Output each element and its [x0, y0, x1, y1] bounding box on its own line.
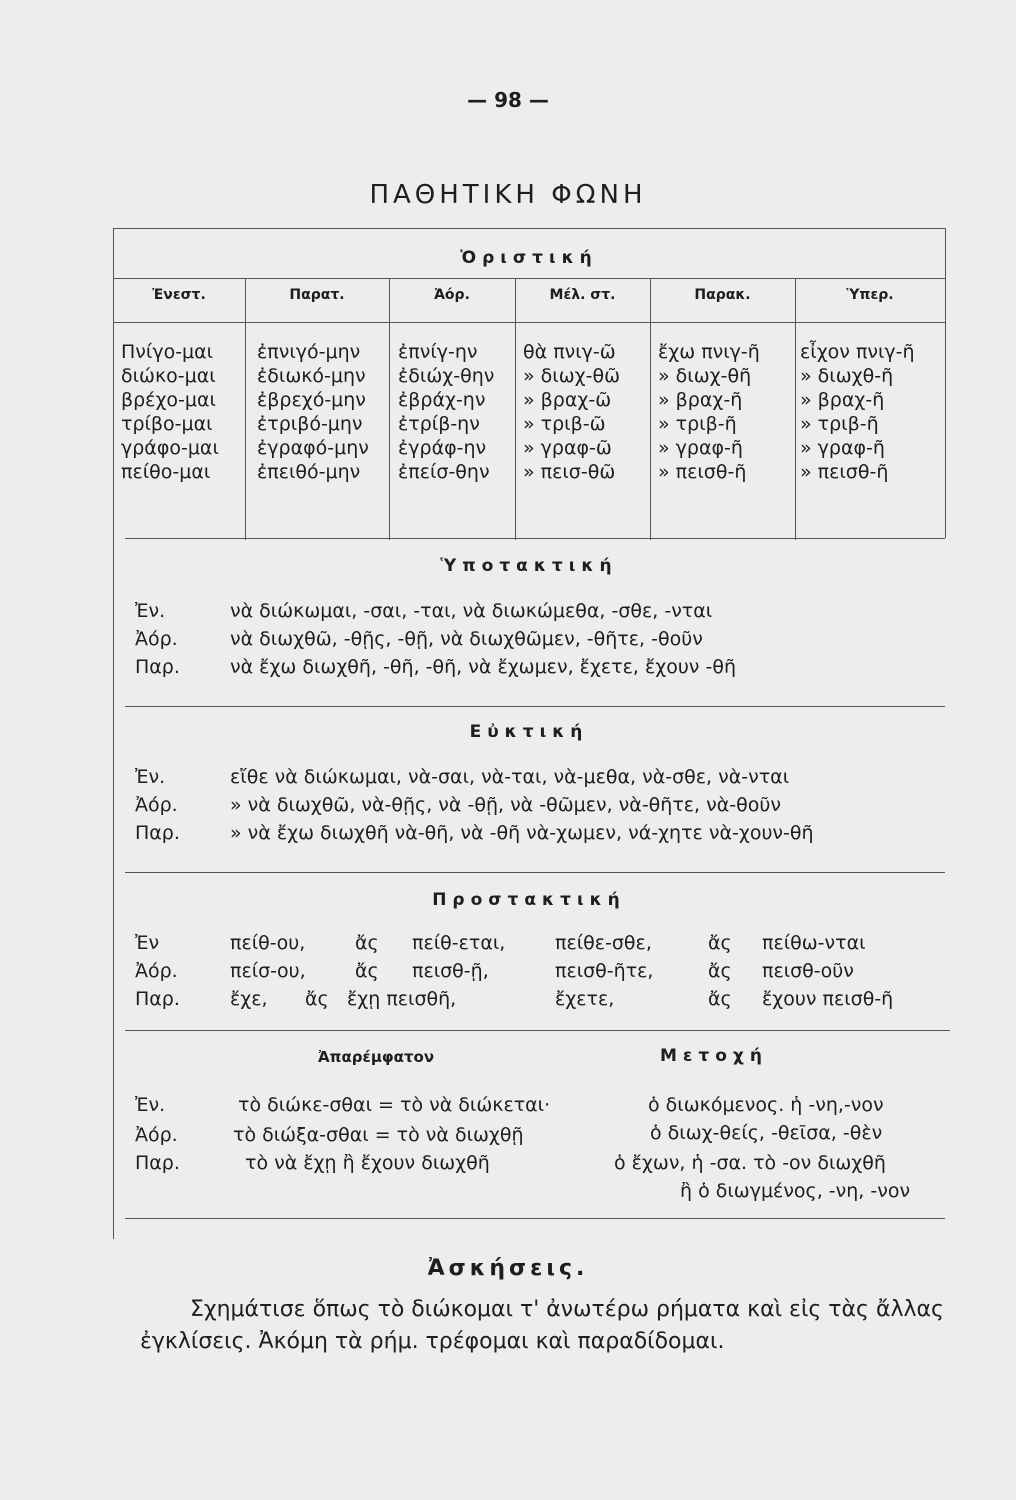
table-cell: » βραχ-ῆ	[658, 389, 743, 411]
aparemfato-label: Ἐν.	[135, 1094, 166, 1116]
table-frame-right	[945, 228, 946, 538]
divider	[125, 1030, 950, 1031]
row-text: εἴθε νὰ διώκωμαι, νὰ-σαι, νὰ-ται, νὰ-μεθα, νὰ-σθε, νὰ-νται	[230, 766, 790, 788]
aparemfato-label: Ἀόρ.	[135, 1124, 178, 1146]
cell: πεισθ-οῦν	[762, 960, 854, 982]
exercises-title: Ἀσκήσεις.	[427, 1256, 589, 1281]
row-label: Ἀόρ.	[135, 628, 178, 650]
row-label: Παρ.	[135, 822, 180, 844]
header-parak: Παρακ.	[694, 287, 751, 303]
row-label: Ἀόρ.	[135, 960, 178, 982]
divider	[113, 322, 945, 323]
table-cell: ἐγραφό-μην	[257, 437, 369, 459]
cell: ἔχετε,	[555, 988, 615, 1010]
table-cell: » διωχ-θῶ	[523, 365, 620, 387]
row-label: Ἐν.	[135, 766, 166, 788]
divider	[125, 538, 945, 539]
metochi-line: ὁ διωχ-θείς, -θεῖσα, -θὲν	[650, 1122, 883, 1144]
column-yper	[800, 340, 915, 484]
metochi-line: ἢ ὁ διωγμένος, -νη, -νον	[680, 1180, 911, 1202]
table-cell: πείθο-μαι	[121, 461, 211, 483]
table-cell: » τριβ-ῶ	[523, 413, 606, 435]
aparemfato-line: τὸ διώκε-σθαι = τὸ νὰ διώκεται·	[238, 1094, 551, 1116]
cell: ἔχε,	[230, 988, 268, 1010]
table-cell: γράφο-μαι	[121, 437, 219, 459]
header-aor: Ἀόρ.	[434, 287, 470, 303]
table-cell: » πεισ-θῶ	[523, 461, 616, 483]
table-cell: » τριβ-ῆ	[800, 413, 879, 435]
cell: πείθ-εται,	[412, 932, 506, 954]
divider	[113, 278, 945, 279]
table-cell: » διωχθ-ῆ	[800, 365, 894, 387]
table-cell: » γραφ-ῶ	[523, 437, 612, 459]
table-cell: εἶχον πνιγ-ῆ	[800, 341, 915, 363]
aparemfato-label: Παρ.	[135, 1152, 180, 1174]
cell: πείσ-ου,	[230, 960, 306, 982]
aparemfato-line: τὸ νὰ ἔχῃ ἢ ἔχουν διωχθῆ	[245, 1152, 490, 1174]
col-divider	[515, 278, 516, 540]
table-cell: ἐπνίγ-ην	[398, 341, 478, 363]
table-cell: » βραχ-ῆ	[800, 389, 885, 411]
table-cell: » γραφ-ῆ	[800, 437, 885, 459]
column-mel	[523, 340, 620, 484]
cell: ἄς	[708, 988, 732, 1010]
col-divider	[795, 278, 796, 540]
cell: ἄς	[355, 932, 379, 954]
table-cell: ἐβρεχό-μην	[257, 389, 366, 411]
table-cell: » διωχ-θῆ	[658, 365, 752, 387]
divider	[125, 706, 945, 707]
col-divider	[245, 278, 246, 540]
table-cell: ἐδιωκό-μην	[257, 365, 366, 387]
row-label: Παρ.	[135, 656, 180, 678]
cell: ἔχῃ πεισθῆ,	[347, 988, 457, 1010]
table-cell: » πεισθ-ῆ	[658, 461, 747, 483]
header-enest: Ἐνεστ.	[152, 287, 206, 303]
metochi-title: Μετοχή	[660, 1046, 768, 1066]
row-text: » νὰ διωχθῶ, νὰ-θῇς, νὰ -θῇ, νὰ -θῶμεν, νὰ-θῆτε, νὰ-θοῦν	[230, 794, 781, 816]
col-divider	[650, 278, 651, 540]
page-number: — 98 —	[467, 88, 549, 112]
table-cell: » πεισθ-ῆ	[800, 461, 889, 483]
table-cell: » τριβ-ῆ	[658, 413, 737, 435]
exercises-line: ἐγκλίσεις. Ἀκόμη τὰ ρήμ. τρέφομαι καὶ παραδίδομαι.	[140, 1329, 725, 1354]
table-cell: ἐπνιγό-μην	[257, 341, 361, 363]
row-label: Ἀόρ.	[135, 794, 178, 816]
table-cell: Πνίγο-μαι	[121, 341, 214, 363]
cell: ἄς	[708, 960, 732, 982]
table-cell: ἐπειθό-μην	[257, 461, 361, 483]
cell: ἔχουν πεισθ-ῆ	[762, 988, 894, 1010]
table-cell: διώκο-μαι	[121, 365, 216, 387]
table-cell: τρίβο-μαι	[121, 413, 213, 435]
cell: πεισθ-ῆτε,	[555, 960, 654, 982]
aparemfato-line: τὸ διώξα-σθαι = τὸ νὰ διωχθῇ	[233, 1124, 524, 1146]
column-parat	[257, 340, 369, 484]
cell: ἄς	[305, 988, 329, 1010]
col-divider	[389, 278, 390, 540]
cell: πείθε-σθε,	[555, 932, 652, 954]
euktiki-title: Εὐκτική	[469, 722, 589, 742]
row-label: Παρ.	[135, 988, 180, 1010]
divider	[125, 872, 945, 873]
table-cell: ἔχω πνιγ-ῆ	[658, 341, 760, 363]
cell: πείθω-νται	[762, 932, 866, 954]
cell: πείθ-ου,	[230, 932, 306, 954]
cell: πεισθ-ῇ,	[412, 960, 489, 982]
row-text: νὰ ἔχω διωχθῆ, -θῆ, -θῆ, νὰ ἔχωμεν, ἔχετε, ἔχουν -θῆ	[230, 656, 736, 678]
table-cell: ἐγράφ-ην	[398, 437, 487, 459]
table-cell: ἐβράχ-ην	[398, 389, 486, 411]
oristiki-title: Ὁριστική	[460, 248, 598, 268]
column-parak	[658, 340, 760, 484]
column-enest	[121, 340, 219, 484]
table-cell: ἐτρίβ-ην	[398, 413, 480, 435]
header-yper: Ὑπερ.	[846, 287, 894, 303]
table-cell: » βραχ-ῶ	[523, 389, 612, 411]
divider	[125, 1218, 945, 1219]
table-cell: ἐτριβό-μην	[257, 413, 363, 435]
table-cell: ἐπείσ-θην	[398, 461, 490, 483]
metochi-line: ὁ ἔχων, ἡ -σα. τὸ -ον διωχθῆ	[614, 1152, 886, 1174]
row-text: » νὰ ἔχω διωχθῆ νὰ-θῆ, νὰ -θῆ νὰ-χωμεν, νά-χητε νὰ-χουν-θῆ	[230, 822, 814, 844]
cell: ἄς	[355, 960, 379, 982]
row-label: Ἐν.	[135, 600, 166, 622]
row-text: νὰ διωχθῶ, -θῇς, -θῇ, νὰ διωχθῶμεν, -θῆτε, -θοῦν	[230, 628, 703, 650]
prostaktiki-title: Προστακτική	[432, 890, 626, 910]
exercises-line: Σχημάτισε ὅπως τὸ διώκομαι τ' ἀνωτέρω ρήματα καὶ εἰς τὰς ἄλλας	[190, 1297, 944, 1322]
table-cell: ἐδιώχ-θην	[398, 365, 495, 387]
exercises-text	[140, 1294, 990, 1358]
row-label: Ἐν	[135, 932, 160, 954]
table-cell: θὰ πνιγ-ῶ	[523, 341, 616, 363]
table-cell: » γραφ-ῆ	[658, 437, 743, 459]
ypotaktiki-title: Ὑποτακτική	[440, 556, 618, 576]
metochi-line: ὁ διωκόμενος. ἡ -νη,-νον	[648, 1094, 884, 1116]
header-mel: Μέλ. στ.	[549, 287, 616, 303]
page-title: ΠΑΘΗΤΙΚΗ ΦΩΝΗ	[369, 180, 647, 210]
aparemfato-title: Ἀπαρέμφατον	[318, 1048, 435, 1066]
row-text: νὰ διώκωμαι, -σαι, -ται, νὰ διωκώμεθα, -σθε, -νται	[230, 600, 713, 622]
cell: ἄς	[708, 932, 732, 954]
header-parat: Παρατ.	[289, 287, 345, 303]
column-aor	[398, 340, 494, 484]
table-cell: βρέχο-μαι	[121, 389, 216, 411]
